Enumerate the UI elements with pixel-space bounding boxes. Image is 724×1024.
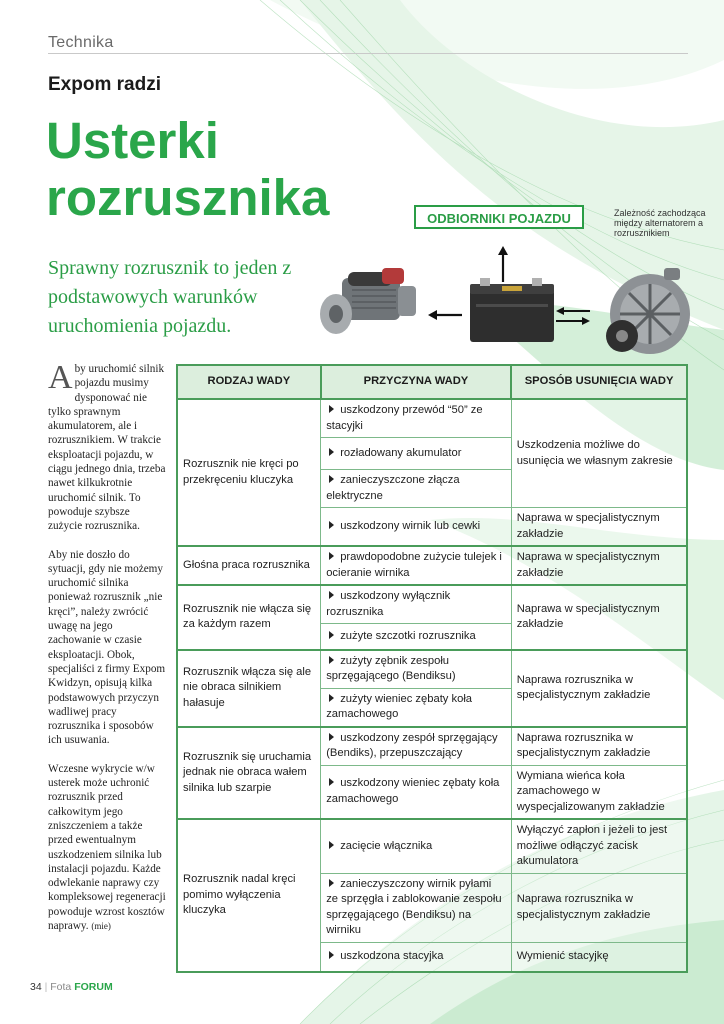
kicker: Expom radzi [48, 74, 161, 95]
remedy-cell: Naprawa rozrusznika w specjalistycznym zakładzie [511, 873, 687, 942]
cause-cell: prawdopodobne zużycie tulejek i ocieranie wirnika [321, 546, 512, 585]
bullet-triangle-icon [329, 841, 334, 849]
title-line-1: Usterki [46, 112, 219, 169]
magazine-brand: FORUM [74, 981, 113, 993]
cause-cell: uszkodzony wirnik lub cewki [321, 508, 512, 547]
cause-cell: zużyte szczotki rozrusznika [321, 624, 512, 650]
table-row [177, 546, 687, 585]
bullet-triangle-icon [329, 591, 334, 599]
arrow-bidirectional-icon [556, 306, 590, 326]
remedy-cell: Wymiana wieńca koła zamachowego w wyspecjalizowanym zakładzie [511, 765, 687, 819]
faults-table [176, 364, 688, 973]
remedy-cell: Uszkodzenia możliwe do usunięcia we własnym zakresie [511, 399, 687, 508]
cause-cell: zużyty wieniec zębaty koła zamachowego [321, 688, 512, 727]
table-row [177, 650, 687, 689]
table-row [177, 727, 687, 766]
bullet-triangle-icon [329, 951, 334, 959]
cause-cell: rozładowany akumulator [321, 438, 512, 470]
cause-cell: uszkodzona stacyjka [321, 942, 512, 972]
table-header-row [177, 365, 687, 399]
bullet-triangle-icon [329, 733, 334, 741]
remedy-cell: Wyłączyć zapłon i jeżeli to jest możliwe odłączyć zacisk akumulatora [511, 819, 687, 873]
cause-cell: uszkodzony wieniec zębaty koła zamachowego [321, 765, 512, 819]
header-cause: PRZYCZYNA WADY [321, 365, 512, 399]
bullet-triangle-icon [329, 778, 334, 786]
bullet-triangle-icon [329, 521, 334, 529]
alternator-image [592, 262, 702, 362]
bullet-triangle-icon [329, 879, 334, 887]
page-number: 34 [30, 981, 42, 993]
table-row [177, 819, 687, 873]
diagram-caption: Zależność zachodząca między alternatorem a rozrusznikiem [614, 208, 706, 238]
magazine-name: Fota [50, 981, 72, 993]
bullet-triangle-icon [329, 631, 334, 639]
cause-cell: uszkodzony wyłącznik rozrusznika [321, 585, 512, 624]
fault-cell: Rozrusznik nie włącza się za każdym razem [177, 585, 321, 650]
table-row [177, 585, 687, 624]
body-paragraph-3-text: Wczesne wykrycie w/w usterek może uchronić rozrusznik przed całkowitym jego zniszczeniem a także przed ewentualnym uszkodzeniem silnika lub instalacji pojazdu. Każde odwlekanie naprawy czy kompleksowej regeneracji powoduje wzrost kosztów naprawy. [48, 762, 166, 932]
fault-cell: Głośna praca rozrusznika [177, 546, 321, 585]
body-text-column [48, 359, 166, 947]
cause-cell: uszkodzony zespół sprzęgający (Bendiks), przepuszczający [321, 727, 512, 766]
author-signoff: (mie) [91, 920, 111, 931]
arrow-left-icon [428, 309, 462, 321]
remedy-cell: Naprawa w specjalistycznym zakładzie [511, 508, 687, 547]
page-footer: 34 | Fota FORUM [30, 981, 113, 993]
section-divider [48, 53, 688, 54]
diagram-label: ODBIORNIKI POJAZDU [414, 205, 584, 229]
title-line-2: rozrusznika [46, 169, 330, 226]
body-paragraph-3 [48, 762, 166, 934]
bullet-triangle-icon [329, 694, 334, 702]
cause-cell: zużyty zębnik zespołu sprzęgającego (Bendiksu) [321, 650, 512, 689]
bullet-triangle-icon [329, 405, 334, 413]
bullet-triangle-icon [329, 552, 334, 560]
fault-cell: Rozrusznik się uruchamia jednak nie obraca wałem silnika lub szarpie [177, 727, 321, 820]
remedy-cell: Naprawa rozrusznika w specjalistycznym zakładzie [511, 727, 687, 766]
cause-cell: zanieczyszczony wirnik pyłami ze sprzęgła i zablokowanie zespołu sprzęgającego (Bendiksu) na wirniku [321, 873, 512, 942]
drop-cap: A [48, 359, 73, 396]
arrow-up-icon [497, 246, 509, 282]
body-paragraph-1 [48, 359, 166, 534]
fault-cell: Rozrusznik nadal kręci pomimo wyłączenia kluczyka [177, 819, 321, 972]
remedy-cell: Naprawa w specjalistycznym zakładzie [511, 546, 687, 585]
fault-cell: Rozrusznik włącza się ale nie obraca silnikiem hałasuje [177, 650, 321, 727]
header-remedy: SPOSÓB USUNIĘCIA WADY [511, 365, 687, 399]
cause-cell: zacięcie włącznika [321, 819, 512, 873]
table-row [177, 399, 687, 438]
bullet-triangle-icon [329, 475, 334, 483]
cause-cell: zanieczyszczone złącza elektryczne [321, 470, 512, 508]
body-paragraph-1-text: by uruchomić silnik pojazdu musimy dysponować nie tylko sprawnym akumulatorem, ale i rozrusznikiem. W trakcie eksploatacji pojazdu, w ciągu jednego dnia, trzeba nawet kilkukrotnie uruchomić silnik. To powoduje szybsze zużycie rozrusznika. [48, 363, 166, 533]
body-paragraph-2: Aby nie doszło do sytuacji, gdy nie możemy uruchomić silnika ponieważ rozrusznik „nie kręci”, należy zwrócić uwagę na jego zachowanie w czasie eksploatacji. Obok, specjaliści z firmy Expom Kwidzyn, opisują kilka podstawowych przyczyn wadliwej pracy rozrusznika i sposobów ich usuwania. [48, 548, 166, 747]
remedy-cell: Wymienić stacyjkę [511, 942, 687, 972]
battery-image [466, 276, 558, 346]
header-fault-type: RODZAJ WADY [177, 365, 321, 399]
fault-cell: Rozrusznik nie kręci po przekręceniu kluczyka [177, 399, 321, 546]
section-label: Technika [48, 34, 114, 51]
article-title [46, 112, 329, 226]
cause-cell: uszkodzony przewód “50” ze stacyjki [321, 399, 512, 438]
remedy-cell: Naprawa w specjalistycznym zakładzie [511, 585, 687, 650]
lead-paragraph: Sprawny rozrusznik to jeden z podstawowych warunków uruchomienia pojazdu. [48, 257, 292, 337]
remedy-cell: Naprawa rozrusznika w specjalistycznym zakładzie [511, 650, 687, 727]
starter-motor-image [312, 262, 422, 344]
bullet-triangle-icon [329, 448, 334, 456]
bullet-triangle-icon [329, 656, 334, 664]
